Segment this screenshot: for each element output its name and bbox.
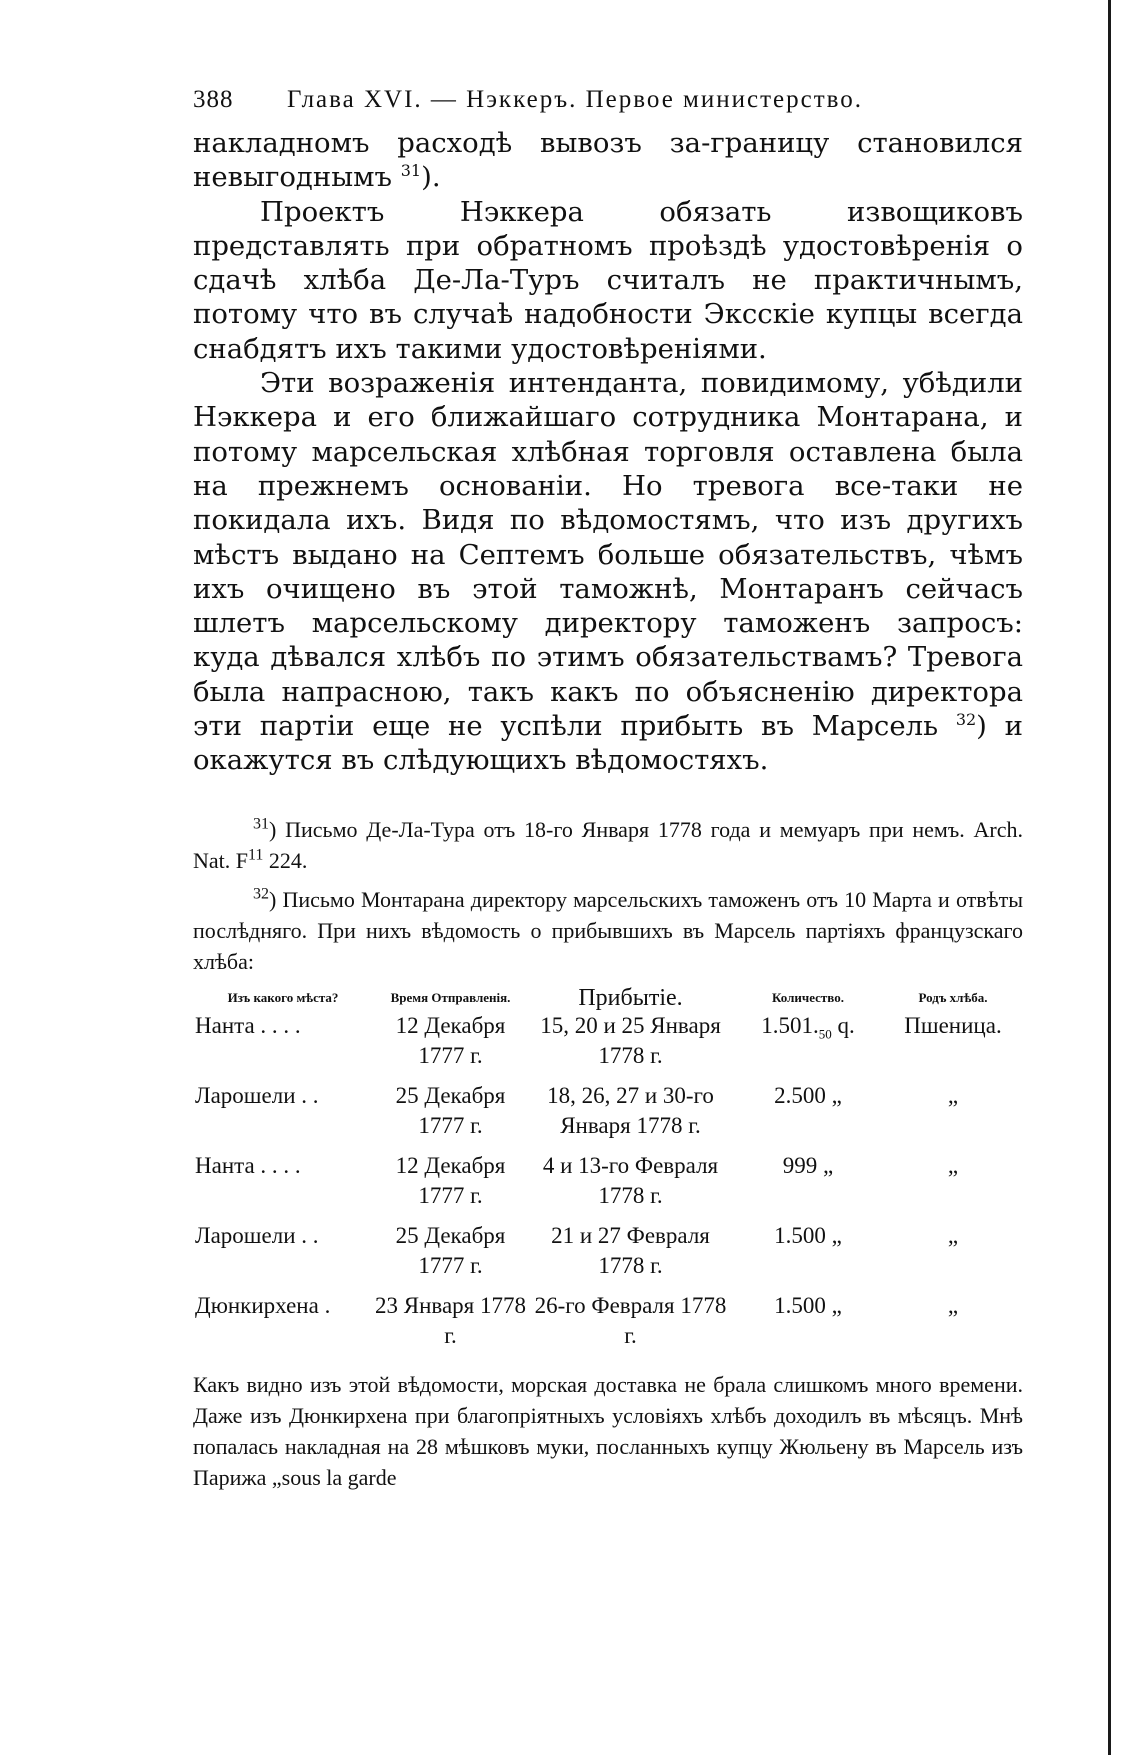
cell-quantity — [733, 1151, 883, 1221]
cell-departure: 25 Декабря 1777 г. — [395, 1222, 506, 1278]
footnote-mark: 32 — [253, 885, 269, 903]
header-departure: Время Отправленія. — [390, 989, 511, 1005]
footnote-text: ) Письмо Монтарана директору марсельскихъ таможенъ отъ 10 Марта и отвѣты послѣдняго. При нихъ вѣдомость о прибывшихъ въ Марсель партіяхъ французскаго хлѣба: — [193, 886, 1023, 974]
header-arrival: Прибытіе. — [578, 984, 683, 1011]
cell-departure: 12 Декабря 1777 г. — [395, 1012, 506, 1068]
cell-quantity — [733, 1011, 883, 1081]
running-header — [193, 86, 1023, 126]
cell-origin: Нанта . . . . — [195, 1012, 301, 1038]
book-page — [193, 86, 1023, 1515]
quantity-value: 1.500 — [774, 1292, 826, 1318]
table-header-row — [193, 985, 1023, 1011]
header-quantity: Количество. — [772, 989, 844, 1005]
quantity-unit: „ — [825, 1222, 842, 1248]
quantity-value: 2.500 — [774, 1082, 826, 1108]
cell-departure: 12 Декабря 1777 г. — [395, 1152, 506, 1208]
cell-arrival: 18, 26, 27 и 30-го Января 1778 г. — [547, 1082, 714, 1138]
footnote-superscript: 11 — [248, 846, 264, 864]
paragraph-text-end: ) и окажутся въ слѣдующихъ вѣдомостяхъ. — [193, 710, 1023, 777]
cell-arrival: 15, 20 и 25 Января 1778 г. — [540, 1012, 721, 1068]
quantity-value: 1.500 — [774, 1222, 826, 1248]
paragraph-text: Эти возраженія интенданта, повидимому, убѣдили Нэккера и его ближайшаго сотрудника Монтарана, и потому марсельская хлѣбная торговля оставлена была на прежнемъ основаніи. Но тревога все-таки не покидала ихъ. Видя по вѣдомостямъ, что изъ другихъ мѣстъ выдано на Септемъ больше обязательствъ, чѣмъ ихъ очищено въ этой таможнѣ, Монтаранъ сейчасъ шлетъ марсельскому директору таможенъ запросъ: куда дѣвался хлѣбъ по этимъ обязательствамъ? Тревога была напрасною, такъ какъ по объясненію директора эти партіи еще не успѣли прибыть въ Марсель — [193, 367, 1023, 743]
table-row — [193, 1291, 1023, 1361]
table-row — [193, 1011, 1023, 1081]
main-text — [193, 126, 1023, 778]
paragraph-continued — [193, 126, 1023, 195]
running-title: Глава XVI. — Нэккеръ. Первое министерство. — [287, 86, 864, 113]
quantity-unit: q. — [831, 1012, 855, 1038]
footnote-31 — [193, 814, 1023, 876]
cell-origin: Нанта . . . . — [195, 1152, 301, 1178]
cell-departure: 23 Января 1778 г. — [375, 1292, 526, 1348]
quantity-unit: „ — [825, 1292, 842, 1318]
paragraph-text: накладномъ расходѣ вывозъ за-границу становился невыгоднымъ — [193, 127, 1023, 194]
header-kind: Родъ хлѣба. — [918, 989, 988, 1005]
cell-quantity — [733, 1291, 883, 1361]
cell-departure: 25 Декабря 1777 г. — [395, 1082, 506, 1138]
cell-kind: „ — [947, 1082, 959, 1108]
cell-kind: „ — [947, 1152, 959, 1178]
closing-paragraph: Какъ видно изъ этой вѣдомости, морская доставка не брала слишкомъ много времени. Даже изъ Дюнкирхена при благопріятныхъ условіяхъ хлѣбъ доходилъ въ мѣсяцъ. Мнѣ попалась накладная на 28 мѣшковъ муки, посланныхъ купцу Жюльену въ Марсель изъ Парижа „sous la garde — [193, 1371, 1023, 1490]
quantity-value: 999 — [782, 1152, 818, 1178]
cell-origin: Дюнкирхена . — [195, 1292, 331, 1318]
quantity-unit: „ — [825, 1082, 842, 1108]
cell-kind: „ — [947, 1292, 959, 1318]
cell-quantity — [733, 1221, 883, 1291]
page-edge-rule — [1108, 0, 1111, 1755]
paragraph — [193, 366, 1023, 778]
footnote-text-end: 224. — [263, 847, 308, 873]
table-row — [193, 1151, 1023, 1221]
footnotes — [193, 814, 1023, 977]
footnote-32 — [193, 884, 1023, 977]
table-row — [193, 1221, 1023, 1291]
footnote-ref-31: 31 — [400, 161, 422, 181]
shipments-table — [193, 985, 1023, 1361]
cell-origin: Ларошели . . — [195, 1222, 319, 1248]
paragraph-text-end: ). — [421, 161, 441, 194]
page-number: 388 — [193, 86, 234, 113]
cell-kind: Пшеница. — [904, 1012, 1002, 1038]
cell-kind: „ — [947, 1222, 959, 1248]
header-origin: Изъ какого мѣста? — [227, 989, 339, 1005]
cell-arrival: 4 и 13-го Февраля 1778 г. — [542, 1152, 719, 1208]
cell-arrival: 21 и 27 Февраля 1778 г. — [551, 1222, 710, 1278]
table-row — [193, 1081, 1023, 1151]
cell-arrival: 26-го Февраля 1778 г. — [534, 1292, 727, 1348]
paragraph: Проектъ Нэккера обязать извощиковъ представлять при обратномъ проѣздѣ удостовѣренія о сдачѣ хлѣба Де-Ла-Туръ считалъ не практичнымъ, потому что въ случаѣ надобности Экcскіе купцы всегда снабдятъ ихъ такими удостовѣреніями. — [193, 195, 1023, 365]
cell-quantity — [733, 1081, 883, 1151]
cell-origin: Ларошели . . — [195, 1082, 319, 1108]
footnote-ref-32: 32 — [955, 709, 977, 729]
footnote-text: ) Письмо Де-Ла-Тура отъ 18-го Января 1778 года и мемуаръ при немъ. Arch. Nat. F — [193, 816, 1023, 873]
footnote-mark: 31 — [253, 815, 269, 833]
quantity-unit: „ — [817, 1152, 834, 1178]
quantity-subscript: 50 — [818, 1026, 832, 1042]
quantity-value: 1.501. — [761, 1012, 819, 1038]
